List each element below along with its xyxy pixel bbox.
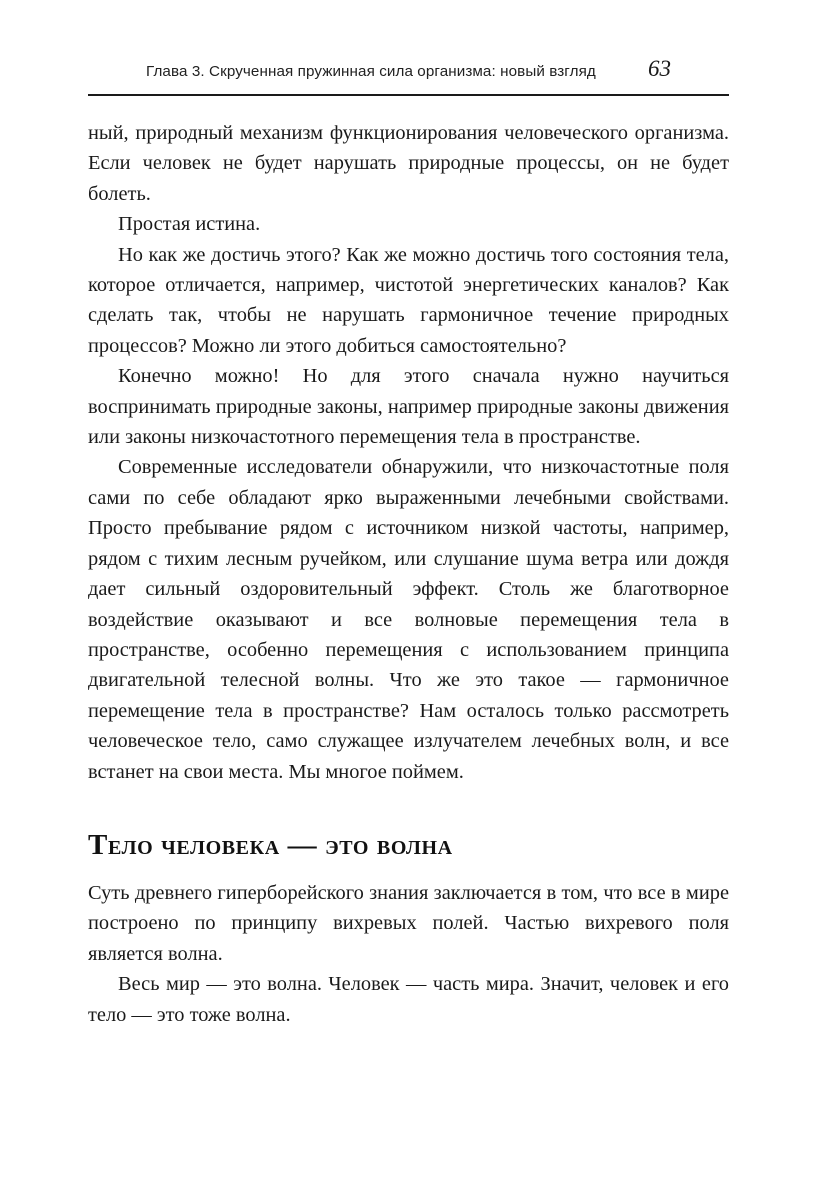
paragraph: Весь мир — это волна. Человек — часть мира. Значит, человек и его тело — это тоже волна. xyxy=(88,973,729,1026)
section-heading: Тело человека — это волна xyxy=(88,828,453,861)
paragraph: ный, природный механизм функционирования человеческого организма. Если человек не будет нарушать природные процессы, он не будет болеть. xyxy=(88,122,729,205)
running-head-title: Глава 3. Скрученная пружинная сила организма: новый взгляд xyxy=(146,63,596,80)
page-number: 63 xyxy=(648,56,671,81)
paragraph: Современные исследователи обнаружили, что низкочастотные поля сами по себе обладают ярко выраженными лечебными свойствами. Просто пребывание рядом с источником низкой частоты, например, рядом с тихим лесным ручейком, или слушание шума ветра или дождя дает сильный оздоровительный эффект. Столь же благотворное воздействие оказывают и все волновые перемещения тела в пространстве, особенно перемещения с использованием принципа двигательной телесной волны. Что же это такое — гармоничное перемещение тела в пространстве? Нам осталось только рассмотреть человеческое тело, само служащее излучателем лечебных волн, и все встанет на свои места. Мы многое поймем. xyxy=(88,456,729,783)
running-head-row xyxy=(88,56,729,82)
paragraph: Конечно можно! Но для этого сначала нужно научиться воспринимать природные законы, например природные законы движения или законы низкочастотного перемещения тела в пространстве. xyxy=(88,365,729,449)
text-column xyxy=(88,118,729,1030)
header-divider xyxy=(88,94,729,96)
paragraph: Но как же достичь этого? Как же можно достичь того состояния тела, которое отличается, например, чистотой энергетических каналов? Как сделать так, чтобы не нарушать гармоничное течение природных процессов? Можно ли этого добиться самостоятельно? xyxy=(88,243,729,357)
paragraph: Суть древнего гиперборейского знания заключается в том, что все в мире построено по принципу вихревых полей. Частью вихревого поля является волна. xyxy=(88,881,729,965)
running-head xyxy=(88,56,729,98)
paragraph: Простая истина. xyxy=(118,213,261,236)
